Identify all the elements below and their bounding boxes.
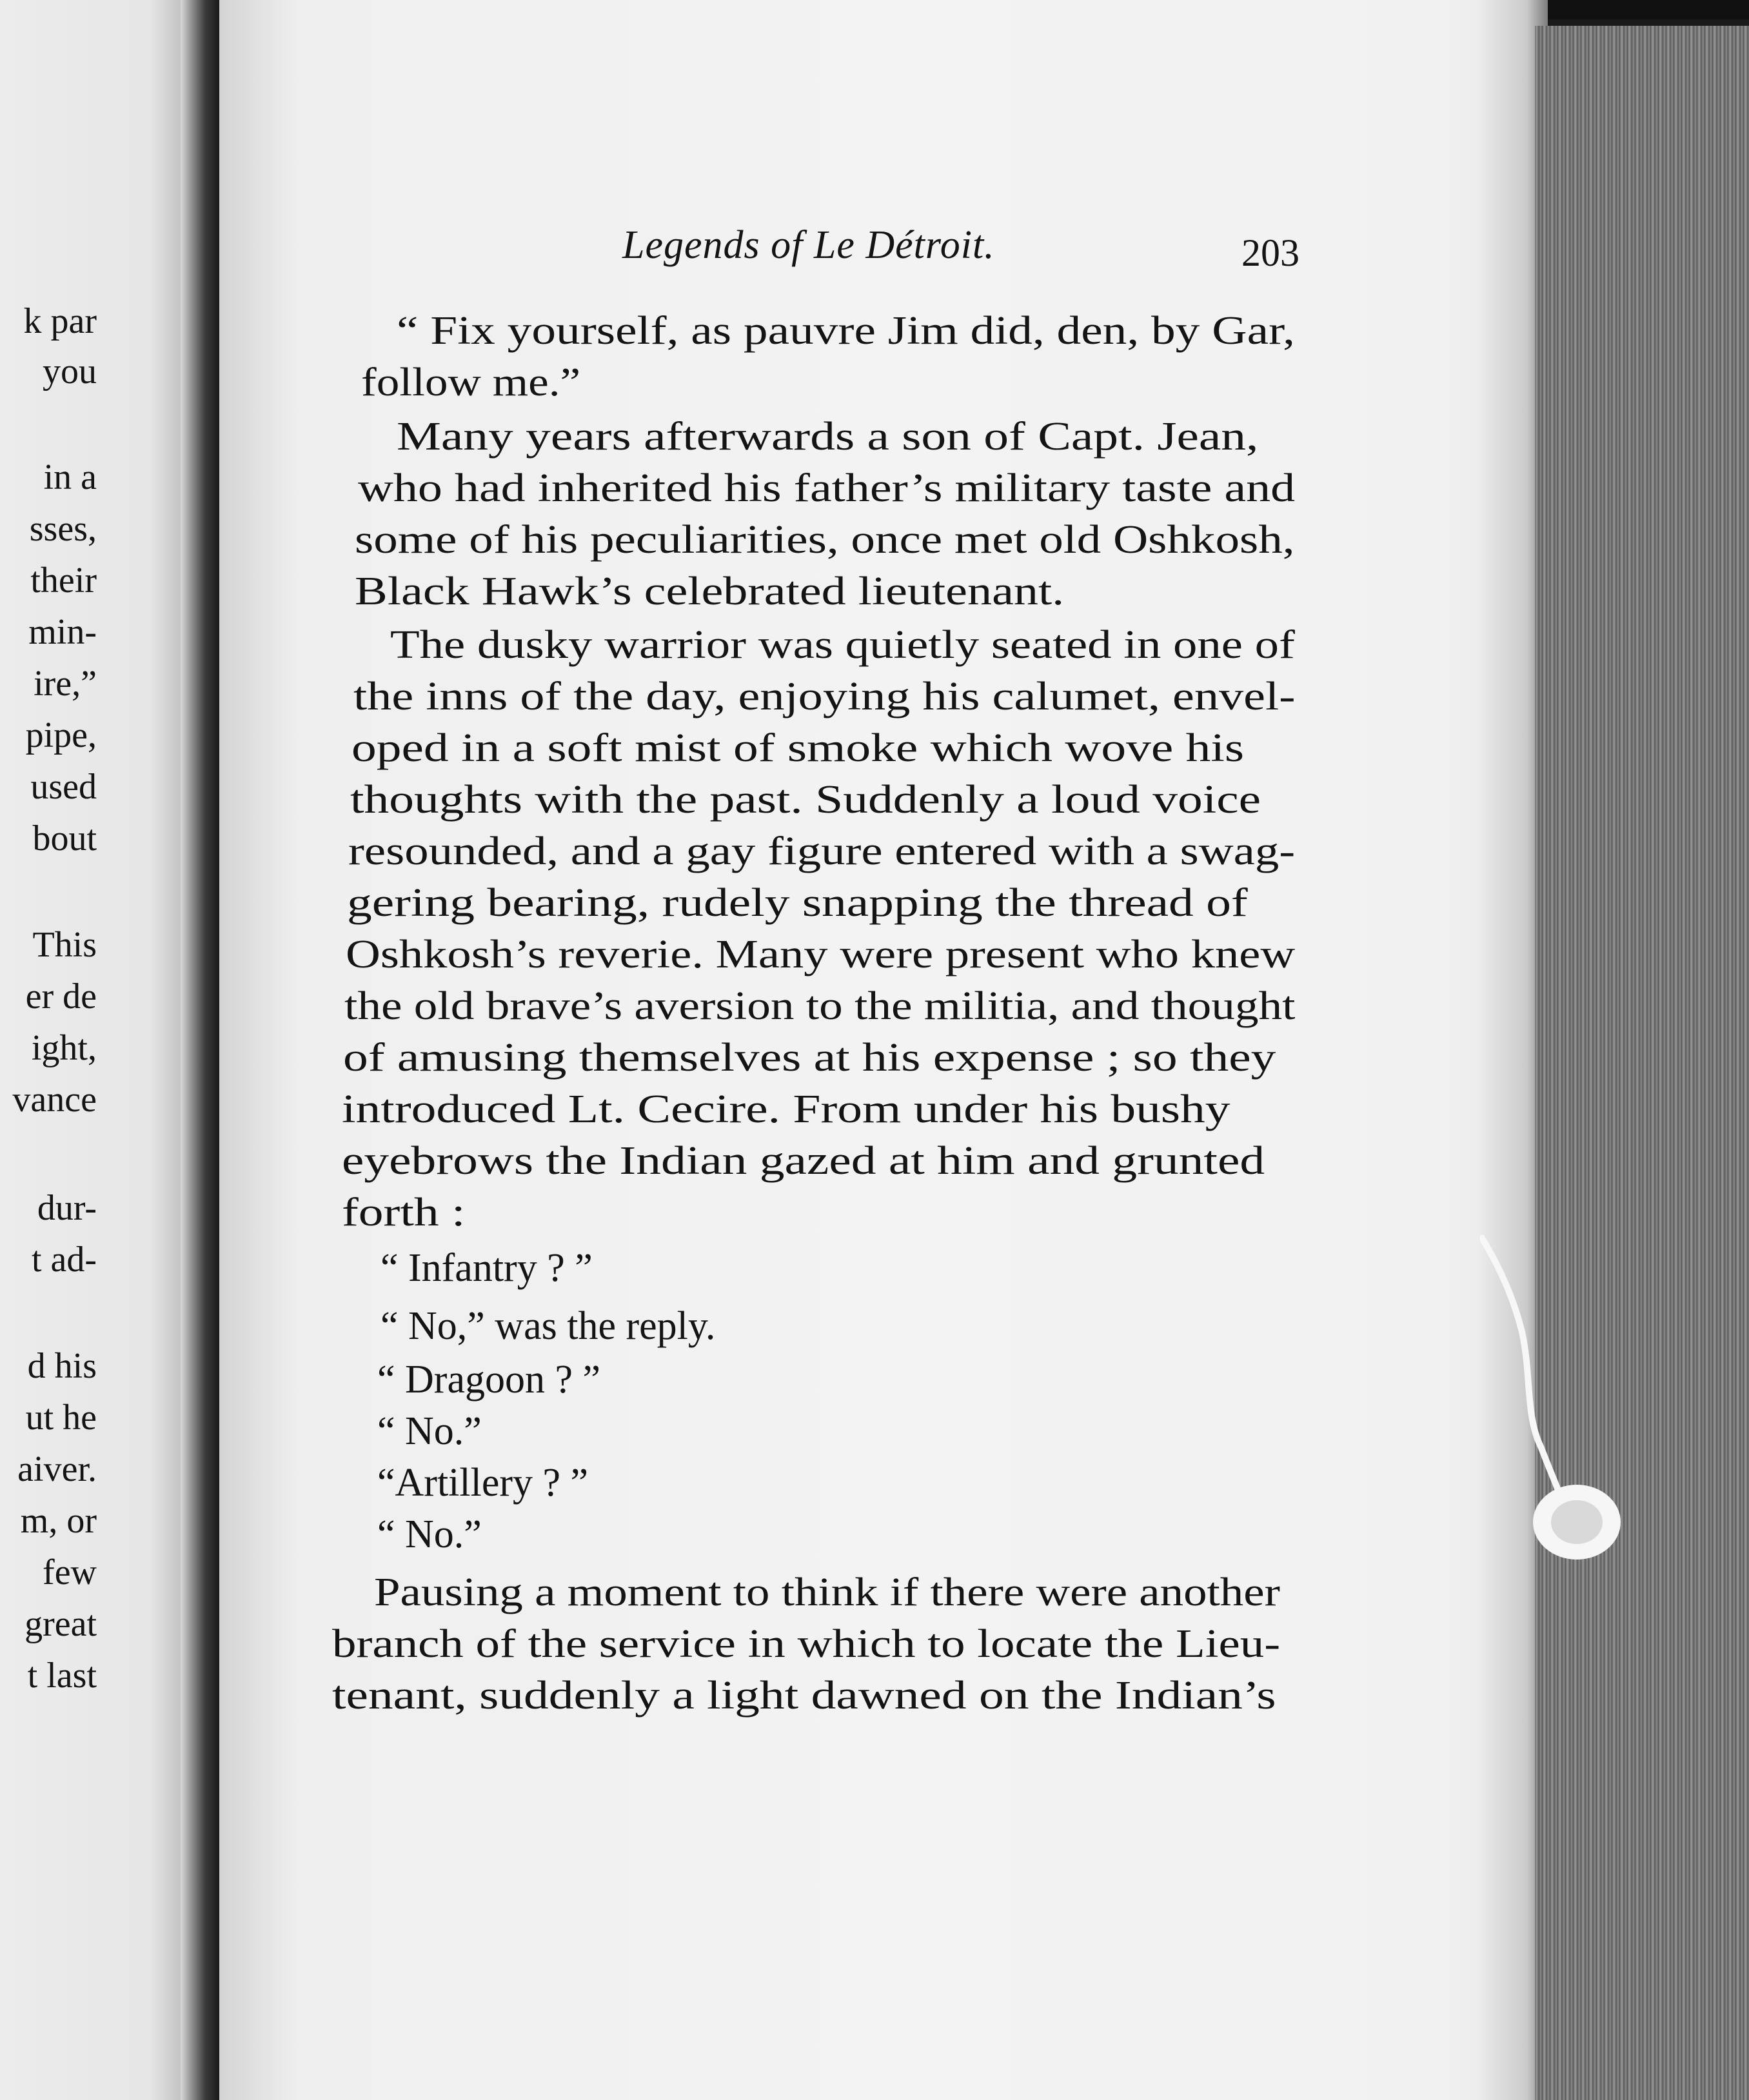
previous-page-line: you — [43, 352, 97, 391]
text-line: Pausing a moment to think if there were another — [374, 1570, 1280, 1614]
text-line: who had inherited his father’s military taste and — [358, 466, 1296, 510]
previous-page — [0, 0, 187, 2100]
text-line: eyebrows the Indian gazed at him and grunted — [342, 1139, 1265, 1183]
previous-page-line: their — [30, 560, 97, 600]
text-line: Black Hawk’s celebrated lieutenant. — [355, 570, 1065, 613]
previous-page-line: ut he — [25, 1398, 97, 1438]
text-line: “ No,” was the reply. — [380, 1304, 716, 1348]
previous-page-line: pipe, — [25, 715, 97, 755]
text-line: follow me.” — [361, 361, 581, 404]
text-line: “ Infantry ? ” — [380, 1246, 593, 1290]
text-line: thoughts with the past. Suddenly a loud voice — [350, 778, 1261, 822]
previous-page-line: m, or — [20, 1501, 97, 1541]
previous-page-line: vance — [12, 1080, 97, 1120]
text-line: gering bearing, rudely snapping the thread of — [347, 881, 1248, 925]
previous-page-line: dur- — [37, 1188, 97, 1228]
previous-page-line: in a — [43, 457, 97, 497]
previous-page-line: d his — [27, 1346, 97, 1386]
previous-page-line: t ad- — [31, 1240, 97, 1280]
running-head: Legends of Le Détroit. — [622, 223, 995, 267]
previous-page-line: bout — [32, 818, 97, 858]
previous-page-line: min- — [28, 612, 97, 652]
text-line: some of his peculiarities, once met old Oshkosh, — [355, 518, 1295, 562]
text-line: the inns of the day, enjoying his calumet, envel- — [353, 675, 1296, 718]
text-line: of amusing themselves at his expense ; so they — [343, 1036, 1276, 1080]
text-line: “ Dragoon ? ” — [377, 1358, 600, 1402]
text-line: The dusky warrior was quietly seated in one of — [390, 623, 1295, 667]
previous-page-line: This — [32, 925, 97, 965]
previous-page-line: ire,” — [34, 664, 97, 704]
text-line: tenant, suddenly a light dawned on the Indian’s — [332, 1674, 1276, 1718]
text-line: resounded, and a gay figure entered with a swag- — [348, 829, 1296, 873]
book-fore-edge — [1535, 26, 1749, 2100]
previous-page-line: great — [25, 1604, 97, 1644]
text-line: “Artillery ? ” — [377, 1461, 589, 1505]
text-line: branch of the service in which to locate the Lieu- — [332, 1622, 1281, 1666]
text-line: forth : — [342, 1191, 466, 1234]
previous-page-line: aiver. — [17, 1449, 97, 1489]
previous-page-line: k par — [23, 301, 97, 341]
text-line: introduced Lt. Cecire. From under his bushy — [342, 1087, 1230, 1131]
previous-page-line: used — [30, 767, 97, 807]
previous-page-line: few — [43, 1552, 97, 1592]
text-line: “ No.” — [377, 1409, 482, 1453]
text-line: “ No.” — [377, 1512, 482, 1556]
text-line: Many years afterwards a son of Capt. Jean, — [397, 415, 1259, 459]
text-line: the old brave’s aversion to the militia, and thought — [344, 984, 1296, 1028]
paper-wear-mark — [1480, 1235, 1628, 1596]
page-number: 203 — [1241, 232, 1299, 274]
previous-page-line: er de — [25, 976, 97, 1016]
previous-page-line: t last — [27, 1656, 97, 1696]
text-line: Oshkosh’s reverie. Many were present who knew — [346, 933, 1296, 976]
text-line: oped in a soft mist of smoke which wove his — [351, 726, 1245, 770]
text-line: “ Fix yourself, as pauvre Jim did, den, by Gar, — [397, 309, 1296, 353]
previous-page-line: sses, — [29, 509, 97, 549]
previous-page-line: ight, — [31, 1028, 97, 1068]
